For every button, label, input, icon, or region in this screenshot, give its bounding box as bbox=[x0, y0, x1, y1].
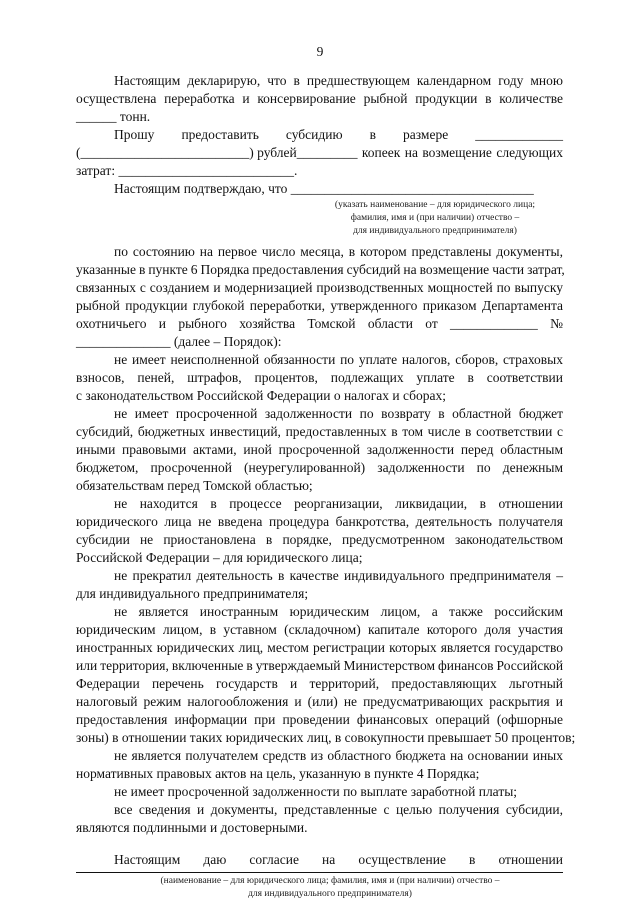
word: на bbox=[322, 852, 336, 867]
word: количестве bbox=[499, 91, 563, 106]
word: хозяйства bbox=[239, 316, 296, 331]
word: налогов, bbox=[401, 352, 451, 367]
word: рыбной bbox=[76, 298, 120, 313]
word: осуществление bbox=[358, 852, 446, 867]
word: в bbox=[246, 658, 253, 673]
word: переработка bbox=[164, 91, 235, 106]
word: не bbox=[114, 406, 128, 421]
word: включенные bbox=[171, 658, 244, 673]
word: проведении bbox=[282, 712, 350, 727]
word: и bbox=[290, 676, 298, 691]
item-authentic-line-1 bbox=[0, 801, 640, 819]
word: Департамента bbox=[481, 298, 563, 313]
word: документы, bbox=[496, 244, 563, 259]
word: части bbox=[492, 262, 525, 277]
word: режим bbox=[143, 694, 182, 709]
word: уставном bbox=[223, 622, 277, 637]
word: прекратил bbox=[132, 568, 192, 583]
word: при bbox=[254, 712, 276, 727]
word: сборов, bbox=[455, 352, 499, 367]
word: утверждаемый bbox=[255, 658, 341, 673]
word: производственных bbox=[316, 280, 424, 295]
word: состоянию bbox=[132, 244, 195, 259]
word: по bbox=[114, 244, 128, 259]
item-budget-debt-line-5: обязательствам перед Томской областью; bbox=[76, 478, 313, 493]
word: получателя bbox=[498, 514, 563, 529]
word: следующих bbox=[496, 145, 563, 160]
word: предпринимателя bbox=[449, 568, 551, 583]
word: лицом, bbox=[162, 622, 203, 637]
word: участия bbox=[518, 622, 563, 637]
word: котором bbox=[359, 244, 407, 259]
para-state-line-2 bbox=[0, 261, 640, 279]
word: что bbox=[267, 73, 287, 88]
word: основании bbox=[467, 748, 529, 763]
word: льготный bbox=[508, 676, 563, 691]
word: документы, bbox=[210, 802, 278, 817]
word: предусмотренном bbox=[341, 532, 445, 547]
word: является bbox=[131, 748, 182, 763]
word: декларирую, bbox=[187, 73, 261, 88]
word: соответствии bbox=[476, 424, 553, 439]
item-foreign-line-3 bbox=[0, 639, 640, 657]
word: целью bbox=[395, 802, 433, 817]
word: пункте bbox=[148, 262, 188, 277]
word: территория, bbox=[100, 658, 169, 673]
word: и bbox=[242, 91, 250, 106]
word: на bbox=[450, 748, 464, 763]
para-declaration-line-1 bbox=[0, 72, 640, 90]
word: доля bbox=[484, 622, 511, 637]
word: обязанности bbox=[263, 352, 336, 367]
word: подлежащих bbox=[330, 370, 404, 385]
word: реорганизации, bbox=[294, 496, 383, 511]
word: не bbox=[114, 748, 128, 763]
word: бюджета bbox=[395, 748, 446, 763]
word: государств bbox=[215, 676, 278, 691]
word: является bbox=[440, 640, 491, 655]
item-taxes-line-2 bbox=[0, 369, 640, 387]
word: иностранных bbox=[76, 640, 153, 655]
word: отношении bbox=[498, 852, 563, 867]
word: в bbox=[265, 532, 273, 547]
word: лица bbox=[164, 514, 192, 529]
word: и bbox=[294, 694, 302, 709]
word: предоставить bbox=[181, 127, 259, 142]
para-request-line-2 bbox=[0, 144, 640, 162]
item-ip-line-2: для индивидуального предпринимателя; bbox=[76, 586, 309, 601]
word: из bbox=[310, 748, 324, 763]
item-foreign-line-5 bbox=[0, 675, 640, 693]
word: процедура bbox=[268, 514, 330, 529]
word: году bbox=[498, 73, 524, 88]
word: Министерством bbox=[343, 658, 436, 673]
word: соответствии bbox=[486, 370, 563, 385]
word: задолженности bbox=[366, 442, 455, 457]
word: процентов, bbox=[254, 370, 318, 385]
word: иностранным bbox=[199, 604, 279, 619]
tonnage-blank: ______ тонн. bbox=[76, 109, 151, 124]
word: месяца, bbox=[300, 244, 344, 259]
word: приостановлена bbox=[163, 532, 256, 547]
item-other-acts-line-2: нормативных правовых актов на цель, указанную в пункте 4 Порядка; bbox=[76, 766, 480, 781]
word: и bbox=[555, 694, 563, 709]
word: не bbox=[198, 514, 212, 529]
word: деятельность bbox=[415, 514, 492, 529]
word: Российской bbox=[496, 658, 564, 673]
word: неисполненной bbox=[170, 352, 260, 367]
para-state-line-1 bbox=[0, 243, 640, 261]
word: просроченной bbox=[278, 442, 360, 457]
word: Прошу bbox=[114, 127, 155, 142]
word: – bbox=[556, 568, 563, 583]
word: имеет bbox=[134, 406, 169, 421]
word: глубокой bbox=[192, 298, 245, 313]
word: субсидий bbox=[346, 262, 401, 277]
word: налогообложения bbox=[187, 694, 289, 709]
word: в bbox=[369, 127, 376, 142]
word: с bbox=[383, 802, 390, 817]
word: не bbox=[114, 496, 128, 511]
word: информации bbox=[174, 712, 248, 727]
word: не bbox=[343, 694, 358, 709]
word: мощностей bbox=[427, 280, 493, 295]
word: в bbox=[438, 406, 445, 421]
para-state-line-6 bbox=[0, 333, 640, 351]
item-taxes-line-3: с законодательством Российской Федерации о налогах и сборах; bbox=[76, 388, 447, 403]
word: (_________________________) рублей_________ bbox=[76, 145, 358, 160]
word: том bbox=[402, 424, 424, 439]
word: пеней, bbox=[137, 370, 175, 385]
word: _____________ bbox=[450, 316, 538, 331]
word: субсидии, bbox=[505, 802, 563, 817]
para-confirm-line-1: Настоящим подтверждаю, что ____________________________________ bbox=[114, 181, 534, 196]
item-foreign-line-4 bbox=[0, 657, 640, 675]
word: Настоящим bbox=[114, 852, 181, 867]
word: и bbox=[158, 316, 166, 331]
word: переработки, bbox=[249, 298, 325, 313]
word: перед bbox=[460, 442, 494, 457]
word: раскрытия bbox=[489, 694, 550, 709]
word: российским bbox=[494, 604, 563, 619]
word: Порядка bbox=[200, 262, 250, 277]
word: модернизацией bbox=[224, 280, 313, 295]
word: правовыми bbox=[122, 442, 187, 457]
word: на bbox=[199, 244, 213, 259]
word: числе bbox=[427, 424, 461, 439]
word: в bbox=[467, 370, 474, 385]
word: регистрации bbox=[313, 640, 385, 655]
word: бюджет bbox=[518, 406, 563, 421]
word: по bbox=[496, 280, 511, 295]
word: в bbox=[293, 73, 300, 88]
word: созданием bbox=[149, 280, 210, 295]
item-budget-debt-line-2 bbox=[0, 423, 640, 441]
word: предусматривающих bbox=[363, 694, 484, 709]
item-reorg-line-1 bbox=[0, 495, 640, 513]
word: сведения bbox=[138, 802, 191, 817]
word: и bbox=[213, 280, 221, 295]
word: актами, bbox=[193, 442, 237, 457]
word: затрат, bbox=[527, 262, 565, 277]
item-budget-debt-line-4 bbox=[0, 459, 640, 477]
word: в bbox=[209, 622, 217, 637]
word: календарном bbox=[416, 73, 492, 88]
word: введена bbox=[217, 514, 263, 529]
word: в bbox=[210, 496, 217, 511]
word: не bbox=[114, 352, 128, 367]
word: иными bbox=[76, 442, 116, 457]
word: (офшорные bbox=[496, 712, 563, 727]
word: капитале bbox=[368, 622, 420, 637]
word: мною bbox=[530, 73, 563, 88]
item-foreign-line-2 bbox=[0, 621, 640, 639]
item-other-acts-line-1 bbox=[0, 747, 640, 765]
para-request-line-1 bbox=[0, 126, 640, 144]
item-authentic-line-2: являются подлинными и достоверными. bbox=[76, 820, 308, 835]
caption-name-hint-3: для индивидуального предпринимателя) bbox=[353, 226, 517, 236]
item-foreign-line-1 bbox=[0, 603, 640, 621]
word: которых bbox=[389, 640, 437, 655]
word: в bbox=[485, 91, 492, 106]
para-state-line-5 bbox=[0, 315, 640, 333]
word: в bbox=[469, 852, 476, 867]
word: лицом, bbox=[380, 604, 421, 619]
word: финансов bbox=[438, 658, 494, 673]
word: по bbox=[476, 460, 491, 475]
word: задолженности bbox=[377, 460, 465, 475]
word: задолженности bbox=[264, 406, 353, 421]
word: а bbox=[431, 604, 438, 619]
word: области bbox=[367, 316, 413, 331]
word: № bbox=[550, 316, 563, 331]
para-state-line-3 bbox=[0, 279, 640, 297]
word: (складочном) bbox=[284, 622, 361, 637]
caption-name-hint-2: фамилия, имя и (при наличии) отчество – bbox=[350, 213, 520, 223]
word: финансовых bbox=[356, 712, 429, 727]
word: 6 bbox=[190, 262, 198, 277]
caption-consent-1: (наименование – для юридического лица; фамилия, имя и (при наличии) отчество – bbox=[160, 876, 500, 886]
word: в bbox=[138, 262, 146, 277]
word: денежным bbox=[502, 460, 563, 475]
word: в bbox=[277, 568, 285, 583]
item-reorg-line-2 bbox=[0, 513, 640, 531]
para-request-line-3 bbox=[0, 162, 640, 180]
word: уплате bbox=[416, 370, 455, 385]
item-foreign-line-8: зоны) в отношении таких юридических лиц, в совокупности превышает 50 процентов; bbox=[76, 730, 576, 745]
word: страховых bbox=[503, 352, 563, 367]
word: предшествующем bbox=[306, 73, 410, 88]
word: все bbox=[114, 802, 133, 817]
word: имеет bbox=[132, 352, 166, 367]
para-consent-line-1 bbox=[0, 851, 640, 869]
word: с bbox=[139, 280, 146, 295]
word: (или) bbox=[307, 694, 338, 709]
word: субсидий, bbox=[76, 424, 134, 439]
para-declaration-line-2 bbox=[0, 90, 640, 108]
word: или bbox=[76, 658, 98, 673]
word: копеек bbox=[361, 145, 401, 160]
word: иных bbox=[532, 748, 563, 763]
word: в bbox=[348, 244, 356, 259]
costs-blank: затрат: __________________________. bbox=[76, 163, 298, 178]
word: местом bbox=[267, 640, 309, 655]
word: порядке, bbox=[282, 532, 332, 547]
word: указанные bbox=[76, 262, 136, 277]
word: субсидию bbox=[285, 127, 343, 142]
consent-name-underline bbox=[76, 872, 563, 873]
item-reorg-line-3 bbox=[0, 531, 640, 549]
word: операций bbox=[435, 712, 490, 727]
word: предоставления bbox=[76, 712, 168, 727]
word: законодательством bbox=[454, 532, 563, 547]
word: первое bbox=[217, 244, 257, 259]
page-number: 9 bbox=[316, 44, 324, 59]
word: субсидии bbox=[76, 532, 130, 547]
word: Настоящим bbox=[114, 73, 181, 88]
word: деятельность bbox=[196, 568, 273, 583]
word: от bbox=[425, 316, 438, 331]
word: размере bbox=[403, 127, 449, 142]
word: инвестиций, bbox=[209, 424, 281, 439]
word: юридического bbox=[76, 514, 158, 529]
word: в bbox=[479, 496, 487, 511]
word: не bbox=[114, 604, 128, 619]
word: не bbox=[139, 532, 154, 547]
item-wages-line-1: не имеет просроченной задолженности по выплате заработной платы; bbox=[114, 784, 518, 799]
word: отношении bbox=[498, 496, 563, 511]
word: выпуску bbox=[514, 280, 563, 295]
word: получения bbox=[438, 802, 500, 817]
word: также bbox=[449, 604, 483, 619]
word: и bbox=[197, 802, 205, 817]
word: ликвидации, bbox=[395, 496, 468, 511]
word: по bbox=[340, 352, 355, 367]
word: продукции bbox=[125, 298, 188, 313]
word: бюджетных bbox=[137, 424, 206, 439]
word: перечень bbox=[151, 676, 204, 691]
item-taxes-line-1 bbox=[0, 351, 640, 369]
word: качестве bbox=[289, 568, 339, 583]
word: иной bbox=[243, 442, 272, 457]
word: налоговый bbox=[76, 694, 138, 709]
word: средств bbox=[262, 748, 307, 763]
word: лиц, bbox=[238, 640, 264, 655]
word: находится bbox=[139, 496, 198, 511]
word: которого bbox=[426, 622, 478, 637]
word: с bbox=[557, 424, 563, 439]
item-foreign-line-6 bbox=[0, 693, 640, 711]
word: в bbox=[465, 424, 472, 439]
word: утвержденного bbox=[330, 298, 418, 313]
word: рыбного bbox=[178, 316, 227, 331]
word: возмещение bbox=[419, 262, 490, 277]
word: представлены bbox=[411, 244, 492, 259]
word: юридическим bbox=[76, 622, 156, 637]
word: охотничьего bbox=[76, 316, 147, 331]
word: на bbox=[404, 145, 418, 160]
word: возврату bbox=[381, 406, 431, 421]
item-budget-debt-line-1 bbox=[0, 405, 640, 423]
word: территорий, bbox=[309, 676, 380, 691]
order-number-blank: ______________ (далее – Порядок): bbox=[76, 334, 282, 349]
word: не bbox=[114, 568, 128, 583]
word: связанных bbox=[76, 280, 136, 295]
word: рыбной bbox=[363, 91, 408, 106]
word: в bbox=[391, 424, 398, 439]
word: взносов, bbox=[76, 370, 125, 385]
para-state-line-4 bbox=[0, 297, 640, 315]
word: на bbox=[403, 262, 417, 277]
word: по bbox=[359, 406, 374, 421]
word: получателем bbox=[185, 748, 259, 763]
word: предоставленных bbox=[285, 424, 387, 439]
word: областной bbox=[452, 406, 512, 421]
word: консервирование bbox=[257, 91, 356, 106]
word: бюджетом, bbox=[76, 460, 139, 475]
word: продукции bbox=[415, 91, 478, 106]
word: областного bbox=[327, 748, 392, 763]
item-foreign-line-7 bbox=[0, 711, 640, 729]
word: согласие bbox=[249, 852, 299, 867]
word: индивидуального bbox=[343, 568, 445, 583]
word: областным bbox=[500, 442, 563, 457]
word: осуществлена bbox=[76, 91, 157, 106]
item-ip-line-1 bbox=[0, 567, 640, 585]
word: возмещение bbox=[422, 145, 492, 160]
word: просроченной bbox=[150, 460, 232, 475]
word: Томской bbox=[307, 316, 356, 331]
item-budget-debt-line-3 bbox=[0, 441, 640, 459]
word: приказом bbox=[422, 298, 477, 313]
word: Федерации bbox=[76, 676, 140, 691]
word: даю bbox=[203, 852, 227, 867]
word: представленные bbox=[283, 802, 378, 817]
item-reorg-line-4: Российской Федерации – для юридического лица; bbox=[76, 550, 363, 565]
word: юридических bbox=[156, 640, 235, 655]
word: является bbox=[138, 604, 189, 619]
word: _____________ bbox=[475, 127, 563, 142]
caption-name-hint-1: (указать наименование – для юридического лица; bbox=[334, 200, 536, 210]
word: банкротства, bbox=[335, 514, 410, 529]
word: предоставления bbox=[252, 262, 344, 277]
word: предоставляющих bbox=[391, 676, 497, 691]
word: (неурегулированной) bbox=[244, 460, 366, 475]
caption-consent-2: для индивидуального предпринимателя) bbox=[248, 889, 412, 899]
word: юридическим bbox=[289, 604, 370, 619]
word: процессе bbox=[229, 496, 282, 511]
word: число bbox=[261, 244, 296, 259]
para-declaration-line-3 bbox=[0, 108, 640, 126]
word: просроченной bbox=[175, 406, 258, 421]
word: штрафов, bbox=[187, 370, 242, 385]
word: государство bbox=[494, 640, 563, 655]
word: уплате bbox=[358, 352, 398, 367]
